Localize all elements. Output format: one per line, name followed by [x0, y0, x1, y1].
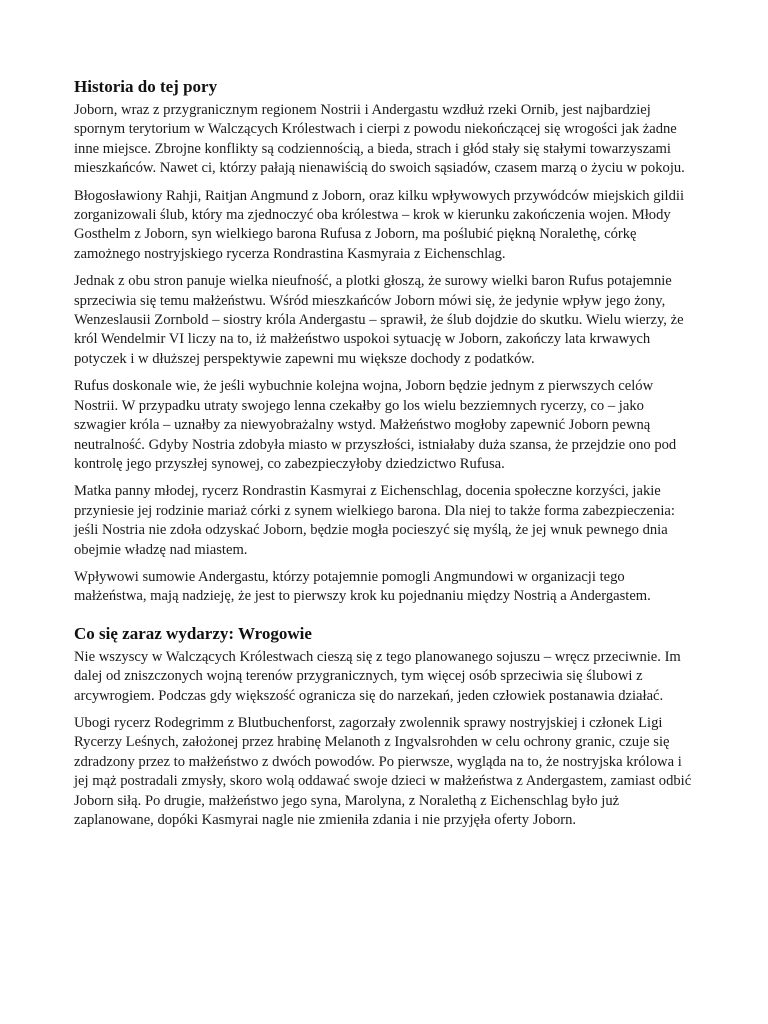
section-enemies	[74, 623, 696, 831]
paragraph: Joborn, wraz z przygranicznym regionem Nostrii i Andergastu wzdłuż rzeki Ornib, jest najbardziej spornym terytorium w Walczących Królestwach i cierpi z powodu niekończącej się wrogości jak żadne inne miejsce. Zbrojne konflikty są codziennością, a bieda, strach i głód stały się stałymi towarzyszami mieszkańców. Nawet ci, którzy pałają nienawiścią do swoich sąsiadów, czasem marzą o życiu w pokoju.	[74, 102, 685, 177]
paragraph: Nie wszyscy w Walczących Królestwach cieszą się z tego planowanego sojuszu – wręcz przeciwnie. Im dalej od zniszczonych wojną terenów przygranicznych, tym więcej osób sprzeciwia się ślubowi z arcywrogiem. Podczas gdy większość ogranicza się do narzekań, jeden człowiek postanawia działać.	[74, 648, 681, 704]
paragraph: Jednak z obu stron panuje wielka nieufność, a plotki głoszą, że surowy wielki baron Rufus potajemnie sprzeciwia się temu małżeństwu. Wśród mieszkańców Joborn mówi się, że jedynie wpływ jego żony, Wenzeslausii Zornbold – siostry króla Andergastu – sprawił, że ślub dojdzie do skutku. Wielu wierzy, że król Wendelmir VI liczy na to, iż małżeństwo uspokoi sytuację w Joborn, zakończy lata krwawych potyczek i w dłuższej perspektywie zapewni mu większe dochody z podatków.	[74, 273, 684, 367]
paragraph: Matka panny młodej, rycerz Rondrastin Kasmyrai z Eichenschlag, docenia społeczne korzyści, jakie przyniesie jej rodzinie mariaż córki z synem wielkiego barona. Dla niej to także forma zabezpieczenia: jeśli Nostria nie zdoła odzyskać Joborn, będzie mogła pocieszyć się myślą, że jej wnuk pewnego dnia obejmie władzę nad miastem.	[74, 483, 675, 558]
section-history	[74, 76, 696, 607]
paragraph: Rufus doskonale wie, że jeśli wybuchnie kolejna wojna, Joborn będzie jednym z pierwszych celów Nostrii. W przypadku utraty swojego lenna czekałby go los wielu bezziemnych rycerzy, co – jako szwagier króla – uznałby za niewyobrażalny wstyd. Małżeństwo mogłoby zapewnić Joborn pewną neutralność. Gdyby Nostria zdobyła miasto w przyszłości, istniałaby duża szansa, że przejdzie ono pod kontrolę jego przyszłej synowej, co zabezpieczyłoby dziedzictwo Rufusa.	[74, 378, 677, 472]
section-heading-history: Historia do tej pory	[74, 77, 218, 96]
section-heading-enemies: Co się zaraz wydarzy: Wrogowie	[74, 623, 312, 643]
document-page	[74, 76, 696, 838]
paragraph: Błogosławiony Rahji, Raitjan Angmund z Joborn, oraz kilku wpływowych przywódców miejskich gildii zorganizowali ślub, który ma zjednoczyć oba królestwa – krok w kierunku zakończenia wojen. Młody Gosthelm z Joborn, syn wielkiego barona Rufusa z Joborn, ma poślubić piękną Noralethę, córkę zamożnego nostryjskiego rycerza Rondrastina Kasmyraia z Eichenschlag.	[74, 187, 685, 262]
paragraph: Wpływowi sumowie Andergastu, którzy potajemnie pomogli Angmundowi w organizacji tego małżeństwa, mają nadzieję, że jest to pierwszy krok ku pojednaniu między Nostrią a Andergastem.	[74, 568, 651, 605]
paragraph: Ubogi rycerz Rodegrimm z Blutbuchenforst, zagorzały zwolennik sprawy nostryjskiej i członek Ligi Rycerzy Leśnych, założonej przez hrabinę Melanoth z Ingvalsrohden w celu ochrony granic, czuje się zdradzony przez to małżeństwo z dwóch powodów. Po pierwsze, wygląda na to, że nostryjska królowa i jej mąż postradali zmysły, skoro wolą oddawać swoje dzieci w małżeństwa z Andergastem, zamiast odbić Joborn siłą. Po drugie, małżeństwo jego syna, Marolyna, z Noralethą z Eichenschlag było już zaplanowane, dopóki Kasmyrai nagle nie zmieniła zdania i nie przyjęła oferty Joborn.	[74, 714, 692, 828]
